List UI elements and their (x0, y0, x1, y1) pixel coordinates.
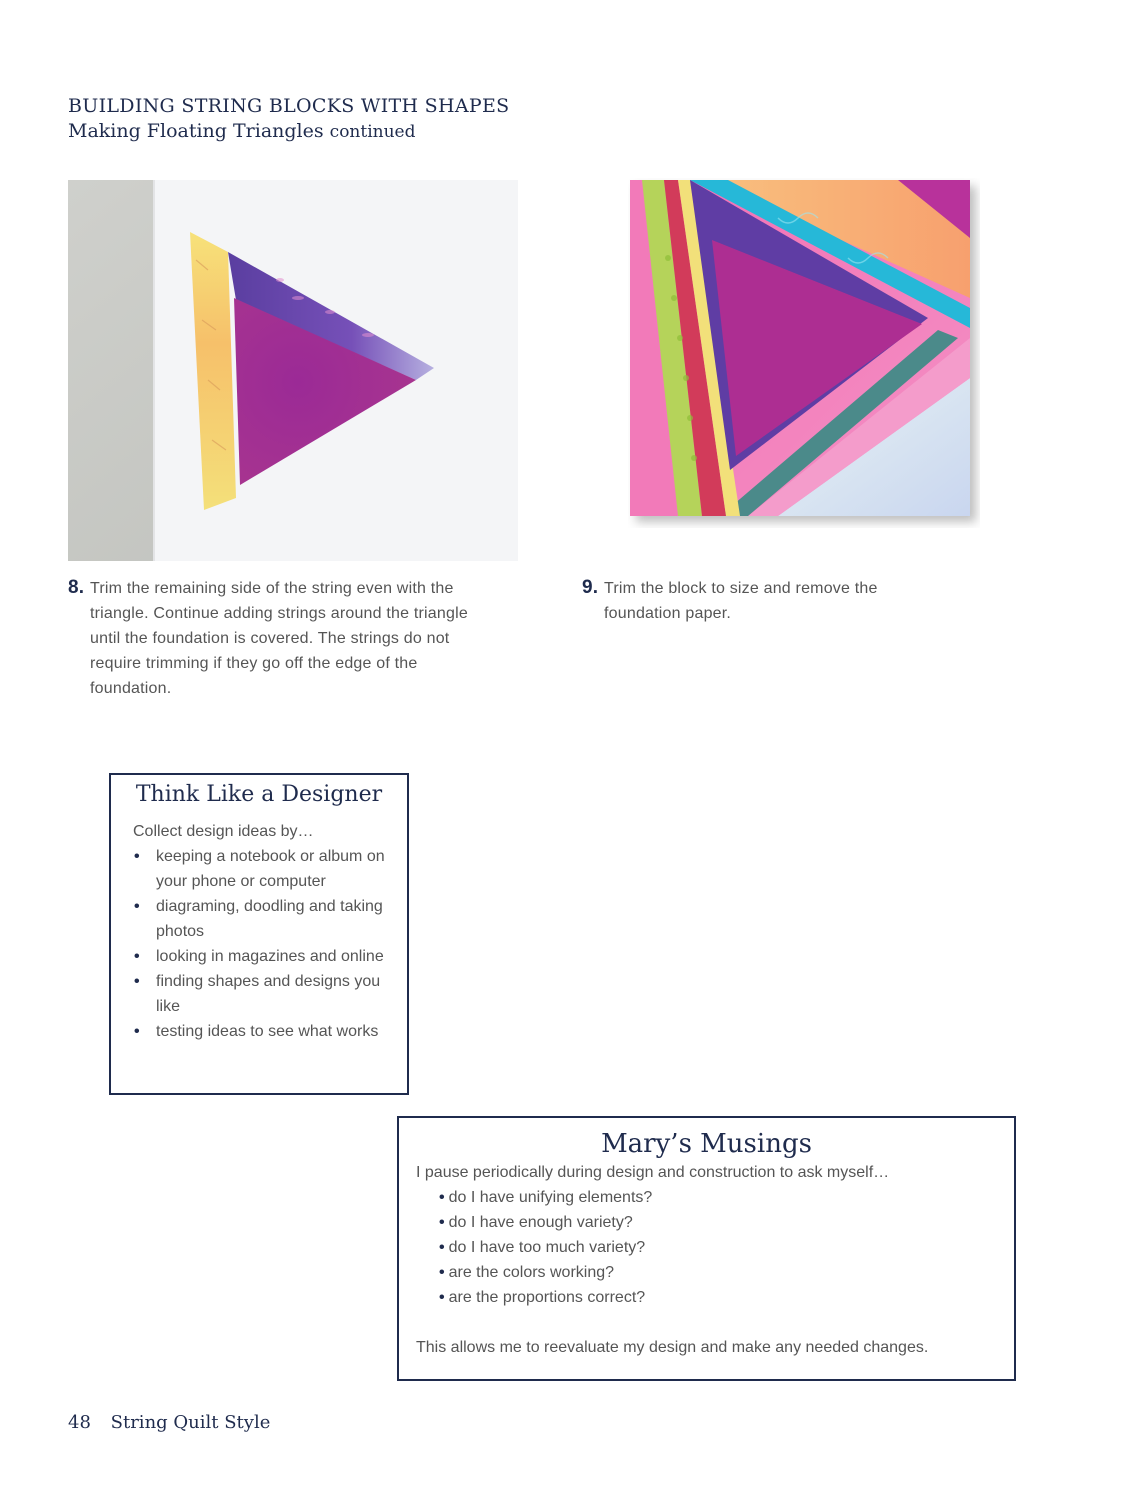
bullet-icon: • (439, 1289, 445, 1306)
designer-tip-intro: Collect design ideas by… (133, 823, 314, 840)
bullet-icon: • (439, 1264, 445, 1281)
bullet-icon: • (134, 1023, 140, 1040)
list-item: • are the proportions correct? (439, 1289, 646, 1306)
bullet-icon: • (439, 1189, 445, 1206)
trimmed-block-photo (628, 178, 980, 528)
step-9 (582, 576, 912, 626)
musings-intro: I pause periodically during design and construction to ask myself… (416, 1164, 890, 1181)
list-item: • do I have unifying elements? (439, 1189, 653, 1206)
list-item: • do I have too much variety? (439, 1239, 646, 1256)
musings-box (397, 1116, 1016, 1381)
musings-list (399, 1185, 1014, 1310)
list-item: • looking in magazines and online (133, 944, 401, 969)
bullet-icon: • (134, 973, 140, 990)
designer-tip-list (111, 844, 407, 1044)
step-text: Trim the block to size and remove the foundation paper. (604, 580, 878, 622)
page-footer (68, 1412, 270, 1433)
book-title: String Quilt Style (110, 1412, 271, 1433)
list-item: • finding shapes and designs you like (133, 969, 401, 1019)
bullet-icon: • (439, 1214, 445, 1231)
step-text: Trim the remaining side of the string even with the triangle. Continue adding strings around the triangle until the foundation is covered. The strings do not require trimming if they go off the edge of the foundation. (90, 580, 468, 697)
list-item: • keeping a notebook or album on your phone or computer (133, 844, 401, 894)
subtitle-text: Making Floating Triangles (68, 120, 324, 142)
designer-tip-box (109, 773, 409, 1095)
page-header (68, 94, 509, 145)
bullet-icon: • (134, 898, 140, 915)
step-number: 9. (582, 577, 599, 598)
step-8 (68, 576, 488, 701)
section-title: BUILDING STRING BLOCKS WITH SHAPES (68, 95, 510, 117)
step-number: 8. (68, 577, 85, 598)
triangle-on-foundation-photo (68, 180, 518, 561)
bullet-icon: • (134, 948, 140, 965)
designer-tip-title: Think Like a Designer (135, 782, 383, 807)
section-subtitle (68, 118, 509, 145)
bullet-icon: • (134, 848, 140, 865)
musings-closing: This allows me to reevaluate my design and make any needed changes. (416, 1339, 929, 1356)
list-item: • diagraming, doodling and taking photos (133, 894, 401, 944)
musings-title: Mary’s Musings (601, 1129, 812, 1159)
bullet-icon: • (439, 1239, 445, 1256)
page-number: 48 (68, 1412, 91, 1433)
list-item: • are the colors working? (439, 1264, 615, 1281)
list-item: • do I have enough variety? (439, 1214, 633, 1231)
subtitle-suffix: continued (329, 122, 416, 142)
list-item: • testing ideas to see what works (133, 1019, 401, 1044)
